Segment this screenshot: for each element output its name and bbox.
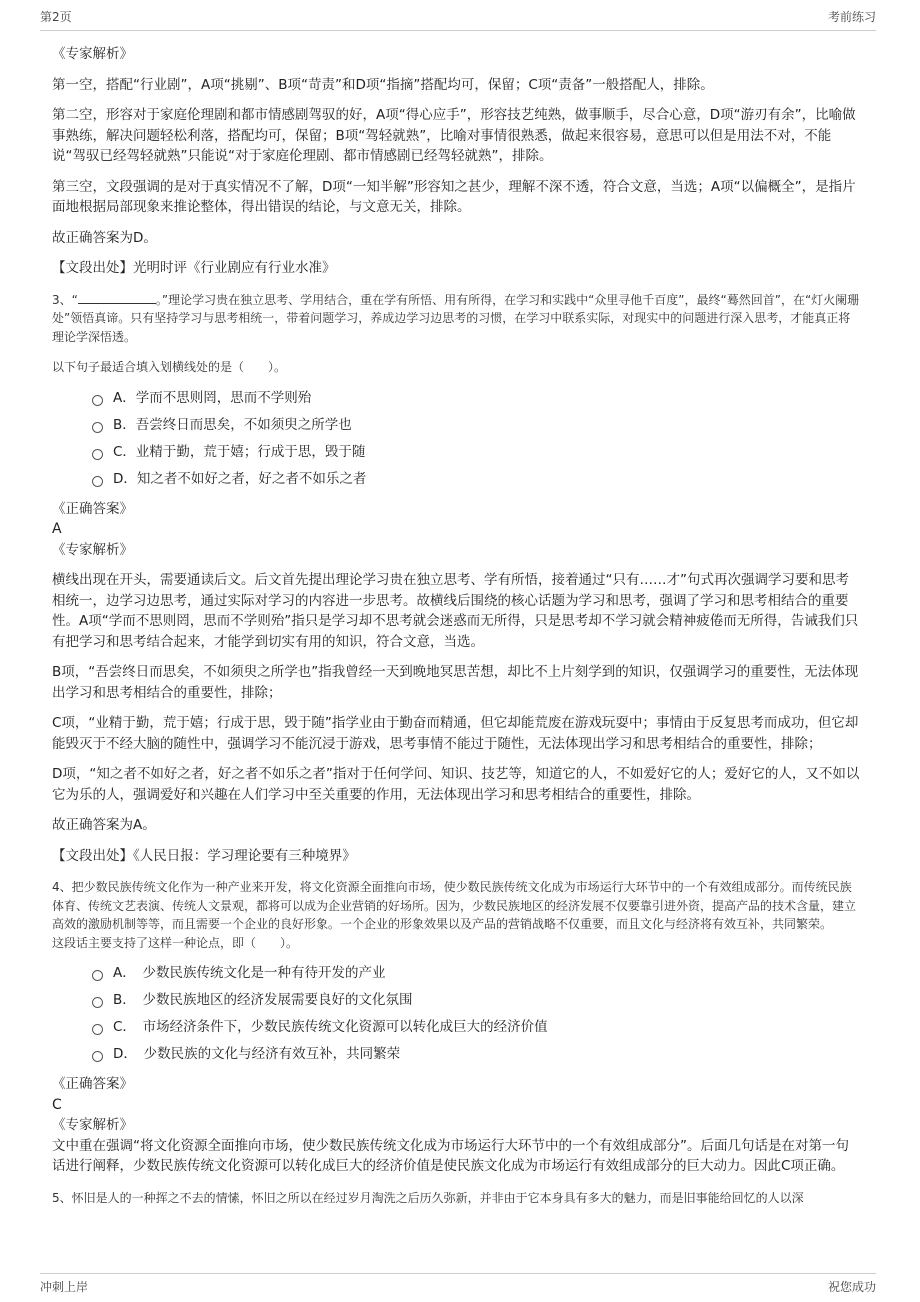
q3-options bbox=[92, 385, 860, 493]
radio-icon[interactable] bbox=[92, 395, 103, 406]
q3-conclusion: 故正确答案为A。 bbox=[52, 817, 156, 833]
q4-answer: C bbox=[52, 1096, 62, 1113]
option-label: D．知之者不如好之者，好之者不如乐之者 bbox=[113, 470, 367, 487]
q3-stem bbox=[52, 291, 860, 347]
q3-option-a[interactable] bbox=[92, 385, 860, 412]
q4-option-c[interactable] bbox=[92, 1014, 860, 1041]
footer-left: 冲刺上岸 bbox=[40, 1279, 89, 1294]
option-label: B．吾尝终日而思矣，不如须臾之所学也 bbox=[113, 416, 352, 433]
radio-icon[interactable] bbox=[92, 449, 103, 460]
option-label: A．学而不思则罔，思而不学则殆 bbox=[113, 389, 312, 406]
option-label: D． 少数民族的文化与经济有效互补，共同繁荣 bbox=[113, 1046, 401, 1063]
radio-icon[interactable] bbox=[92, 970, 103, 981]
option-label: A． 少数民族传统文化是一种有待开发的产业 bbox=[113, 965, 386, 982]
radio-icon[interactable] bbox=[92, 997, 103, 1008]
q3-option-b[interactable] bbox=[92, 412, 860, 439]
footer-divider bbox=[40, 1273, 876, 1274]
q4-stem: 4、把少数民族传统文化作为一种产业来开发，将文化资源全面推向市场，使少数民族传统文化成为市场运行大环节中的一个有效组成部分。而传统民族体育、传统文艺表演、传统人文景观，都将可以成为企业营销的好场所。因为，少数民族地区的经济发展不仅要靠引进外资，提高产品的技术含量，建立高效的激励机制等等，而且需要一个企业的良好形象。一个企业的形象效果以及产品的营销战略不仅重要，而且文化与经济将有效互补，共同繁荣。 bbox=[52, 880, 857, 931]
q4-explanation-label: 《专家解析》 bbox=[52, 1117, 133, 1133]
q3-option-c[interactable] bbox=[92, 439, 860, 466]
q3-explanation-p3: C项，“业精于勤，荒于嬉；行成于思，毁于随”指学业由于勤奋而精通，但它却能荒废在游戏玩耍中；事情由于反复思考而成功，但它却能毁灭于不经大脑的随性中，强调学习不能沉浸于游戏，思考事情不能过于随性，无法体现出学习和思考相结合的重要性，排除； bbox=[52, 715, 859, 752]
header-title: 考前练习 bbox=[827, 9, 876, 24]
q5-stem-partial: 5、怀旧是人的一种挥之不去的情愫，怀旧之所以在经过岁月淘洗之后历久弥新，并非由于它本身具有多大的魅力，而是旧事能给回忆的人以深 bbox=[52, 1190, 804, 1205]
q4-explanation: 文中重在强调“将文化资源全面推向市场，使少数民族传统文化成为市场运行大环节中的一个有效组成部分”。后面几句话是在对第一句话进行阐释，少数民族传统文化资源可以转化成巨大的经济价值是使民族文化成为市场运行有效组成部分的巨大动力。因此C项正确。 bbox=[52, 1137, 849, 1174]
footer-right: 祝您成功 bbox=[827, 1279, 876, 1294]
page-content bbox=[52, 38, 860, 1258]
q3-answer: A bbox=[52, 521, 62, 537]
header-divider bbox=[40, 30, 876, 31]
option-label: C．业精于勤，荒于嬉；行成于思，毁于随 bbox=[113, 443, 366, 460]
q2-explanation-p1: 第一空，搭配“行业剧”，A项“挑剔”、B项“苛责”和D项“指摘”搭配均可，保留；C项“责备”一般搭配人，排除。 bbox=[52, 76, 714, 93]
radio-icon[interactable] bbox=[92, 422, 103, 433]
q2-explanation-label: 《专家解析》 bbox=[52, 46, 133, 62]
option-label: B． 少数民族地区的经济发展需要良好的文化氛围 bbox=[113, 992, 413, 1009]
q3-explanation-p1: 横线出现在开头，需要通读后文。后文首先提出理论学习贵在独立思考、学有所悟，接着通过“只有……才”句式再次强调学习要和思考相统一，边学习边思考，通过实际对学习的内容进一步思考。故横线后围绕的核心话题为学习和思考，强调了学习和思考相结合的重要性。A项“学而不思则罔，思而不学则殆”指只是学习却不思考就会迷惑而无所得，只是思考却不学习就会精神疲倦而无所得，告诫我们只有把学习和思考结合起来，才能学到切实有用的知识，符合文意，当选。 bbox=[52, 572, 859, 650]
q2-explanation-p2: 第二空，形容对于家庭伦理剧和都市情感剧驾驭的好，A项“得心应手”，形容技艺纯熟，做事顺手，尽合心意，D项“游刃有余”，比喻做事熟练，解决问题轻松利落，搭配均可，保留；B项“驾轻就熟”，比喻对事情很熟悉，做起来很容易，意思可以但是用法不对，不能说“驾驭已经驾轻就熟”只能说“对于家庭伦理剧、都市情感剧已经驾轻就熟”，排除。 bbox=[52, 107, 856, 164]
q3-answer-label: 《正确答案》 bbox=[52, 500, 133, 517]
q4-options bbox=[92, 960, 860, 1068]
q3-source: 【文段出处】《人民日报：学习理论要有三种境界》 bbox=[52, 847, 356, 864]
q3-option-d[interactable] bbox=[92, 466, 860, 493]
q3-prompt: 以下句子最适合填入划横线处的是（ ）。 bbox=[52, 360, 287, 374]
radio-icon[interactable] bbox=[92, 476, 103, 487]
q4-answer-label: 《正确答案》 bbox=[52, 1076, 133, 1092]
q4-option-b[interactable] bbox=[92, 987, 860, 1014]
q4-prompt: 这段话主要支持了这样一种论点，即（ ）。 bbox=[52, 935, 299, 950]
page-footer bbox=[40, 1276, 876, 1296]
q3-explanation-label: 《专家解析》 bbox=[52, 541, 133, 558]
option-label: C． 市场经济条件下，少数民族传统文化资源可以转化成巨大的经济价值 bbox=[113, 1019, 548, 1036]
radio-icon[interactable] bbox=[92, 1024, 103, 1035]
q2-source: 【文段出处】光明时评《行业剧应有行业水准》 bbox=[52, 260, 336, 276]
fill-blank bbox=[78, 291, 156, 304]
q3-explanation-p2: B项，“吾尝终日而思矣，不如须臾之所学也”指我曾经一天到晚地冥思苦想，却比不上片刻学到的知识，仅强调学习的重要性，无法体现出学习和思考相结合的重要性，排除； bbox=[52, 664, 859, 701]
q4-option-a[interactable] bbox=[92, 960, 860, 987]
q3-stem-prefix: 3、“ bbox=[52, 292, 78, 307]
q4-option-d[interactable] bbox=[92, 1041, 860, 1068]
q3-stem-rest: 。”理论学习贵在独立思考、学用结合，重在学有所悟、用有所得，在学习和实践中“众里寻他千百度”，最终“蓦然回首”，在“灯火阑珊处”领悟真谛。只有坚持学习与思考相统一，带着问题学习，养成边学习边思考的习惯，在学习中联系实际，对现实中的问题进行深入思考，才能真正将理论学深悟透。 bbox=[52, 292, 860, 344]
radio-icon[interactable] bbox=[92, 1051, 103, 1062]
q2-explanation-p3: 第三空，文段强调的是对于真实情况不了解，D项“一知半解”形容知之甚少，理解不深不透，符合文意，当选；A项“以偏概全”，是指片面地根据局部现象来推论整体，得出错误的结论，与文意无关，排除。 bbox=[52, 178, 856, 215]
page-number: 第2页 bbox=[40, 9, 72, 24]
page-header bbox=[40, 6, 876, 26]
q3-explanation-p4: D项，“知之者不如好之者，好之者不如乐之者”指对于任何学问、知识、技艺等，知道它的人，不如爱好它的人；爱好它的人，又不如以它为乐的人，强调爱好和兴趣在人们学习中至关重要的作用，无法体现出学习和思考相结合的重要性，排除。 bbox=[52, 766, 860, 803]
q2-conclusion: 故正确答案为D。 bbox=[52, 229, 157, 246]
